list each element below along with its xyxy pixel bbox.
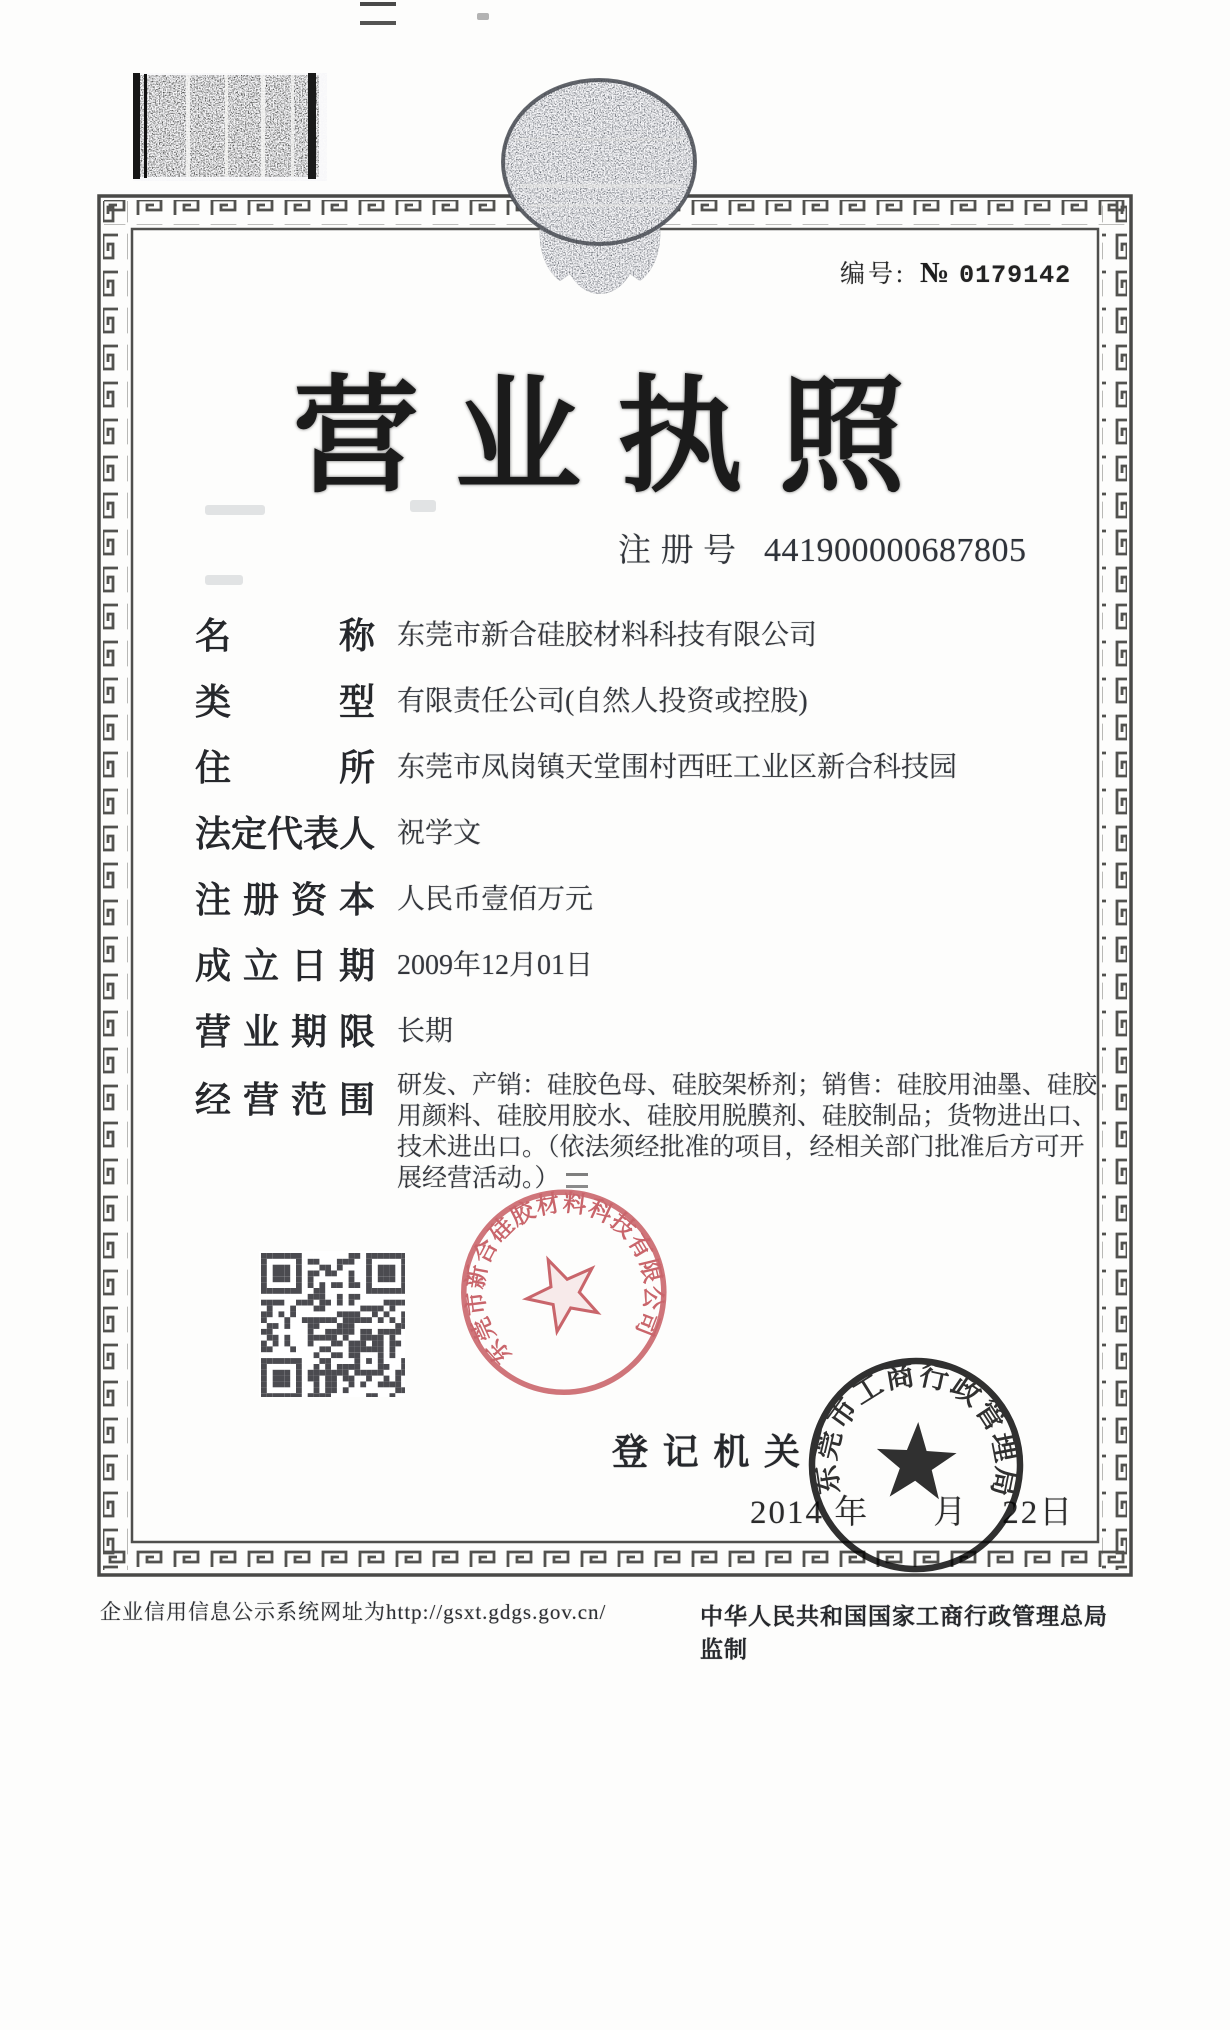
field-value: 人民币壹佰万元 [397,884,594,915]
registrar-label: 登 记 机 关 [612,1432,800,1472]
registration-label: 注 册 号 [618,533,736,569]
company-seal-text: 东莞市新合硅胶材料科技有限公司 [462,1190,666,1369]
registration-number-line [618,524,1027,571]
registrar-seal [797,1346,1035,1584]
field-row-scope [195,1062,1120,1210]
footer-public-system-url: 企业信用信息公示系统网址为http://gsxt.gdgs.gov.cn/ [100,1600,607,1624]
field-row-capital [195,864,1120,930]
serial-number-line [840,254,1071,290]
field-row-term [195,996,1120,1062]
scope-text: 研发、产销：硅胶色母、硅胶架桥剂；销售：硅胶用油墨、硅胶用颜料、硅胶用胶水、硅胶用脱膜剂、硅胶制品；货物进出口、技术进出口。（依法须经批准的项目，经相关部门批准后方可开展经营活动。） [397,1072,1098,1192]
serial-label: 编号: [840,261,906,288]
scan-smudge [360,2,396,25]
issue-year: 2014 年 [750,1495,870,1531]
field-value: 东莞市新合硅胶材料科技有限公司 [397,620,818,651]
field-label: 住 所 [195,747,375,788]
barcode [133,73,327,181]
field-value: 有限责任公司(自然人投资或控股) [397,686,808,717]
scan-smudge [477,13,489,20]
field-row-established [195,930,1120,996]
field-label: 法 定 代 表 人 [195,813,376,854]
field-label: 成 立 日 期 [195,945,375,986]
field-value: 2009年12月01日 [397,950,594,981]
registrar-seal-text: 东莞市工商行政管理局 [809,1358,1023,1502]
issue-day: 22日 [1002,1495,1075,1531]
numero-sign: № [919,257,950,289]
footer-issuing-authority: 中华人民共和国国家工商行政管理总局监制 [700,1604,1108,1662]
field-label: 注 册 资 本 [195,879,375,920]
qr-code [259,1251,405,1397]
field-label: 名 称 [195,615,375,656]
field-row-legal-rep [195,798,1120,864]
field-label: 类 型 [195,681,375,722]
field-row-type [195,666,1120,732]
field-value: 祝学文 [397,818,482,849]
field-label: 营 业 期 限 [195,1011,375,1052]
field-row-address [195,732,1120,798]
field-label: 经 营 范 围 [195,1080,375,1120]
national-emblem [500,76,700,296]
license-title: 营 业 执 照 [293,369,905,508]
registration-number: 441900000687805 [764,532,1027,569]
field-value: 长期 [397,1016,454,1047]
field-value: 东莞市凤岗镇天堂围村西旺工业区新合科技园 [397,752,958,783]
field-row-name [195,600,1120,666]
serial-digits: 0179142 [959,261,1072,290]
field-value [397,1070,1102,1194]
license-fields [195,600,1120,1210]
issue-month-label: 月 [933,1495,969,1531]
